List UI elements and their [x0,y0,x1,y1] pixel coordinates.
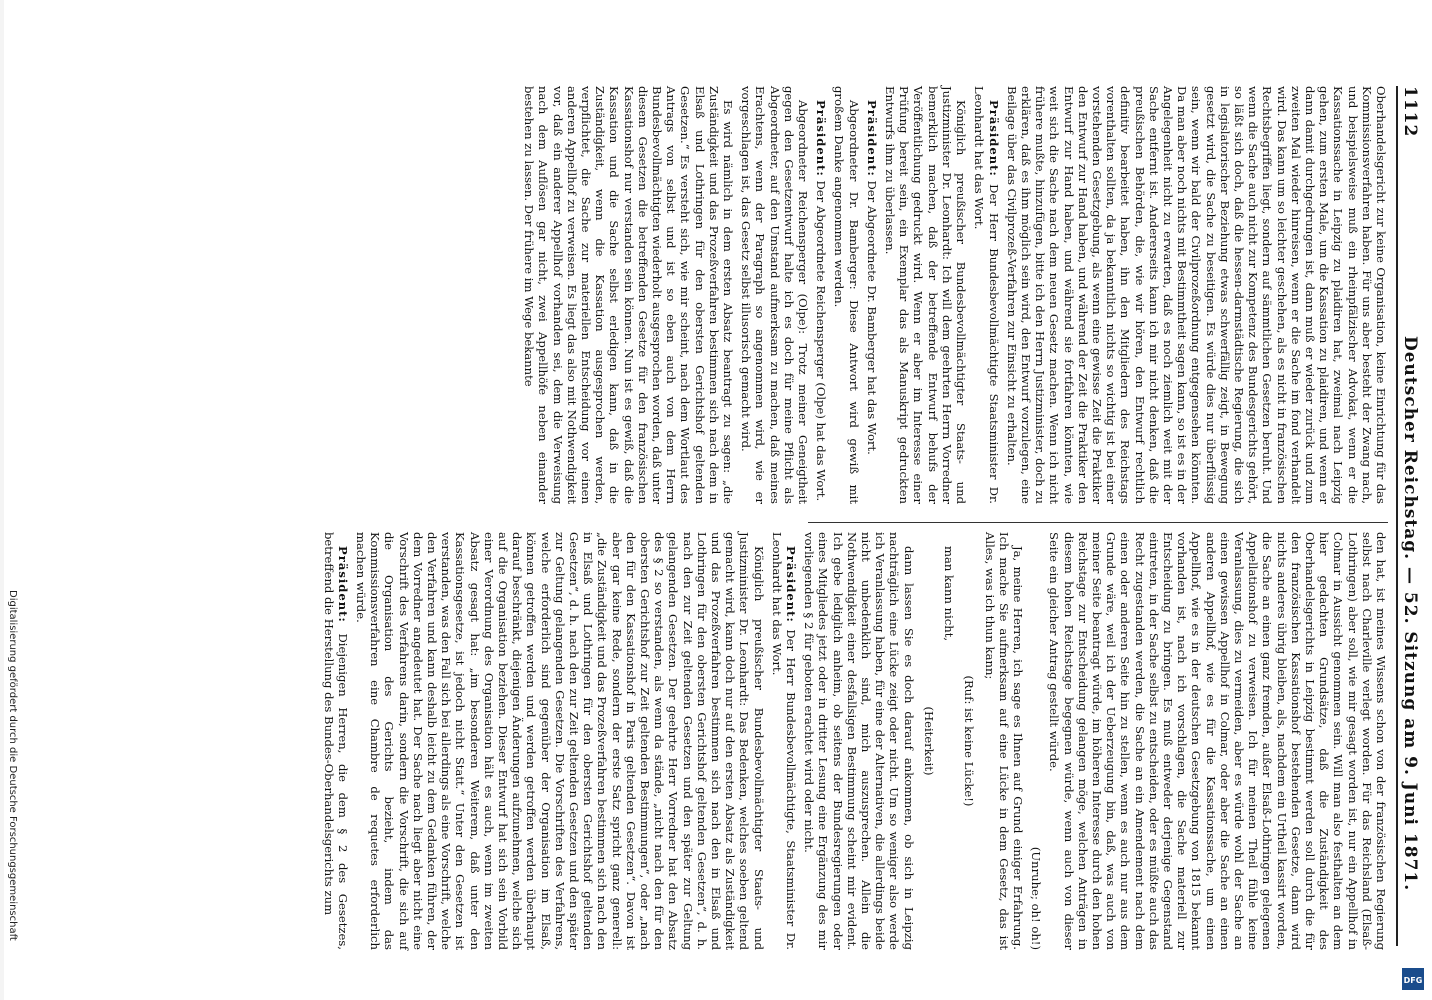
speaker-text: Der Herr Bundesbevollmächtigte Staatsminister Dr. Leonhardt hat das Wort. [972,86,1001,504]
speaker-paragraph [972,86,1000,504]
header-rule [1396,86,1398,946]
text-paragraph: Königlich preußischer Bundesbevollmächtigter Staats- und Justizminister Dr. Leonhardt: Ich will dem geehrten Herrn Vorredner bemerklich machen, daß der betreffende Entwurf behufs der Veröffentlichung gedruckt wird. Wenn er aber im Interesse einer Prüfung bereit sein, ein Exemplar das als Manuskript gedruckten Entwurfs ihm zu überlassen. [883,86,969,504]
text-paragraph: Oberhandelsgericht zur keine Organisation, keine Einrichtung für das Kommissionsverfahren haben. Für uns aber besteht der Zwang nach, und beispielsweise muß ein rheinpfälzischer Advokat, wenn er die Kassationssache in Leipzig zu plaidiren hat, zweimal nach Leipzig gehen, zum ersten Male, um die Kassation zu plaidiren, und wenn er dann damit durchgedrungen ist, dann muß er wieder zurück und zum zweiten Mal wieder hinreisen, wenn er die Sache im fond verhandelt wird. Das kann um so leichter geschehen, als es nicht in französischen Rechtsbegriffen liegt, sondern auf sämmtlichen Gesetzen beruht. Und wenn die Sache auch nicht zur Kompetenz des Bundesgerichts gehört, so läßt sich doch, daß die hessen-darmstädtische Regierung, die sich in legislatorischer Beziehung etwas schwerfällig zeigt, in Bewegung gesetzt wird, die Sache zu beseitigen. Es würde dies nur überflüssig sein, wenn wir bald der Civilprozeßordnung entgegensehen könnten. Da man aber noch nichts mit Bestimmtheit sagen kann, so ist es in der Angelegenheit nicht zu erwarten, daß es noch ziemlich weit mit der Sache entfernt ist. Andererseits kann ich mir nicht denken, daß die preußischen Behörden, die, wie wir hören, den Entwurf rechtlich definitiv bearbeitet haben, ihn den Mitgliedern des Reichstags vorenthalten sollten, da ja bekanntlich nichts so wichtig ist bei einer vorstehenden Gesetzgebung, als wenn eine gewisse Zeit die Praktiker den Entwurf zur Hand haben, und während der Zeit die Praktiker den Entwurf zur Hand haben, und während sie fortfahren könnten, wie weit sich die Sache nach dem neuen Gesetz machen. Wenn ich nicht frühere mußte, hinzufügen, bitte ich den Herrn Justizminister, doch zu erklären, daß es ihm möglich sein wird, den Entwurf vorzulegen, eine Beilage über das Civilprozeß-Verfahren zur Einsicht zu erhalten. [1004,86,1388,504]
speaker-name: Präsident: [986,100,1001,177]
text-paragraph: den hat, ist meines Wissens schon von der französischen Regierung selbst nach Charleville verlegt worden. Für das Reichsland (Elsaß-Lothringen) aber soll, wie mir gesagt worden ist, nur ein Appellhof in Colmar in Aussicht genommen sein. Will man also festhalten an dem hier gedachten Grundsätze, daß die Zuständigkeit des Oberhandelsgerichts in Leipzig bestimmt werden soll durch die für den französischen Kassationshof bestehenden Gesetze, dann wird nichts anderes übrig bleiben, als, nachdem ein Urtheil kassirt worden, die Sache an einen ganz fremden, außer Elsaß-Lothringen gelegenen Appellationshof zu verweisen. Ich für meinen Theil fühle keine Veranlassung, dies zu vermeiden, aber es würde wohl der Sache an einen gewissen Appellhof in Colmar, oder aber die Sache an einen anderen Appellhof, wie es für die Kassationssache, um einen Appellhof, wie es in der deutschen Gesetzgebung von 1815 bekannt vorhanden ist, nach ich vorschlagen, die Sache materiell zur Entscheidung zu bringen. Es muß entweder derjenige Gegenstand eintreten, in der Sache selbst zu entscheiden, oder es müßte auch das Recht zugestanden werden, die Sache an ein Amendement nach dem einen oder anderen Seite hin zu stellen, wenn es auch nur aus dem Grunde wäre, weil ich der Ueberzeugung bin, daß, was auch von meiner Seite beantragt würde, im höheren Interesse durch den hohen Reichstage zur Entscheidung gelangen möge, welchen Anträgen in diesem hohen Reichstage begegnen würde, wenn auch von dieser Seite ein gleicher Antrag gestellt würde. [1047,532,1388,950]
speaker-name: Präsident: [864,100,879,177]
speaker-paragraph [865,86,879,504]
text-paragraph: man kann nicht, [942,546,957,642]
speaker-name: Präsident: [335,546,350,623]
speaker-paragraph [770,532,798,950]
text-paragraph: Königlich preußischer Bundesbevollmächtigter Staats- und Justizminister Dr. Leonhardt: Das Bedenken, welches soeben geltend gemacht wird, kann doch nur auf den ersten Absatz als Zuständigkeit und das Prozeßverfahren bestimmen sich nach den in Elsaß und Lothringen für den obersten Gerichtshof geltenden Gesetzen“, d. h. nach den zur Zeit geltenden Gesetzen und den später zur Geltung gelangenden Gesetzen. Der geehrte Herr Vorredner hat den Absatz des § 2 so verstanden, als wenn da stände, „nicht nach den für den obersten Gerichtshof zur Zeit geltenden Bestimmungen“, oder „nach den für den Kassationshof in Paris geltenden Gesetzen“. Davon ist aber gar keine Rede, sondern der erste Satz spricht ganz generell: „die Zuständigkeit und das Prozeßverfahren bestimmen sich nach den in Elsaß und Lothringen für den obersten Gerichtshof geltenden Gesetzen“, d. h. nach den zur Zeit geltenden Gesetzen und den später zur Geltung gelangenden Gesetzen. Die Vorschriften des Verfahrens, welche erforderlich sind gegenüber der Organisation im Elsaß, können getroffen werden und werden getroffen werden überhaupt darauf beschränkt, diejenigen Änderungen aufzunehmen, welche sich auf die Organisation beziehen. Dieser Entwurf hat sich sein Vorbild einer Verordnung des Organisation hält es auch, wenn im zweiten Absatz gesagt hat: „im besonderen Weiterem, daß unter den Kassationsgesetze, ist jedoch nicht Statt.“ Unter den Gesetzen ist verstanden, was den Fall sich bei allerdings als eine Vorschrift, welche den Verfahren und kann deshalb leicht zu dem Gedanken führen, der dem Vorredner angedeutet hat. Der Sache nach liegt aber nicht eine Vorschrift des Verfahrens darin, sondern die Vorschrift, die sich auf die Organisation des Gerichts bezieht, indem das Kommissionsverfahren eine Chambre de requetes erforderlich machen würde. [353,532,766,950]
text-paragraph: dann lassen Sie es doch darauf ankommen, ob sich in Leipzig nachträglich eine Lücke zeigt oder nicht. Um so weniger also werde ich Veranlassung haben, für eine der Alternativen, die allerdings beide nicht unbedenklich sind, mich auszusprechen. Allein die Nothwendigkeit einer desfallsigen Bestimmung scheint mir evident. Ich gebe lediglich anheim, ob seitens der Bundesregierungen oder eines Mitgliedes jetzt oder in dritter Lesung eine Ergänzung des mir vorliegenden § 2 für geboten erachtet wird oder nicht. [802,532,916,950]
interjection: (Ruf: ist keine Lücke!) [962,675,977,807]
speaker-text: Der Abgeordnete Reichensperger (Olpe) hat das Wort. [814,180,829,502]
speaker-paragraph [321,532,349,950]
right-text-column [317,532,1388,950]
text-paragraph: Es wird nämlich in dem ersten Absatz beantragt zu sagen: „die Zuständigkeit und das Prozeßverfahren bestimmen sich nach dem in Elsaß und Lothringen für den obersten Gerichtshof geltenden Gesetzen.“ Es versteht sich, wie mir scheint, nach dem Wortlaut des Antrags von selbst und ist so eben auch von dem Herrn Bundesbevollmächtigten wiederholt ausgesprochen worden, daß unter diesem Gesetzen die betreffenden Gesetze für den französischen Kassationshof nur verstanden sein können. Nun ist es gewiß, daß die Kassation und die Sache selbst erledigen kann, daß in die Zuständigkeit, wenn die Kassation ausgesprochen werden, verpflichtet, die Sache zur materiellen Entscheidung vor einen anderen Appellhof zu verweisen. Es liegt das also mit Nothwendigkeit vor, daß ein anderer Appellhof vorhanden sei, dem die Verweisung nach dem Auflösen gar nicht, zwei Appellhöfe neben einander bestehen zu lassen. Der frühere im Wege bekannte [522,86,736,504]
digitization-credit: Digitalisierung gefördert durch die Deutsche Forschungsgemeinschaft [7,590,18,941]
speaker-name: Präsident: [784,546,799,623]
speaker-text: Der Abgeordnete Dr. Bamberger hat das Wort. [864,180,879,455]
dfg-logo-label: DFG [1403,976,1423,985]
interjection: (Heiterkeit) [921,706,936,776]
speaker-text: Der Herr Bundesbevollmächtigte, Staatsminister Dr. Leonhardt hat das Wort. [769,532,799,950]
text-paragraph: Abgeordneter Reichensperger (Olpe): Trotz meiner Geneigtheit gegen den Gesetzentwurf halte ich es doch für meine Pflicht als Abgeordneter, auf den Umstand aufmerksam zu machen, daß meines Erachtens, wenn der Paragraph so angenommen wird, wie er vorgeschlagen ist, das Gesetz selbst illusorisch gemacht wird. [739,86,811,504]
page-title: Deutscher Reichstag. — 52. Sitzung am 9. Juni 1871. [1400,336,1420,892]
text-paragraph: Abgeordneter Dr. Bamberger: Diese Antwort wird gewiß mit großem Danke angenommen werden. [832,86,861,504]
speaker-text: Diejenigen Herren, die dem § 2 des Gesetzes, betreffend die Herstellung des Bundes-Oberhandelsgerichts zum [321,532,350,950]
page-number: 1112 [1400,86,1420,138]
speaker-name: Präsident: [814,100,829,177]
column-divider [808,522,1388,523]
text-paragraph: Ja, meine Herren, ich sage es Ihnen auf Grund einiger Erfahrung. Ich mache Sie aufmerksam auf eine Lücke in dem Gesetz, das ist Alles, was ich thun kann; [982,532,1025,950]
page-header [1394,86,1424,946]
dfg-logo-icon [1402,968,1424,990]
speaker-paragraph [814,86,828,504]
left-text-column [518,86,1388,504]
interjection: (Unruhe; oh! oh!) [1029,846,1044,950]
